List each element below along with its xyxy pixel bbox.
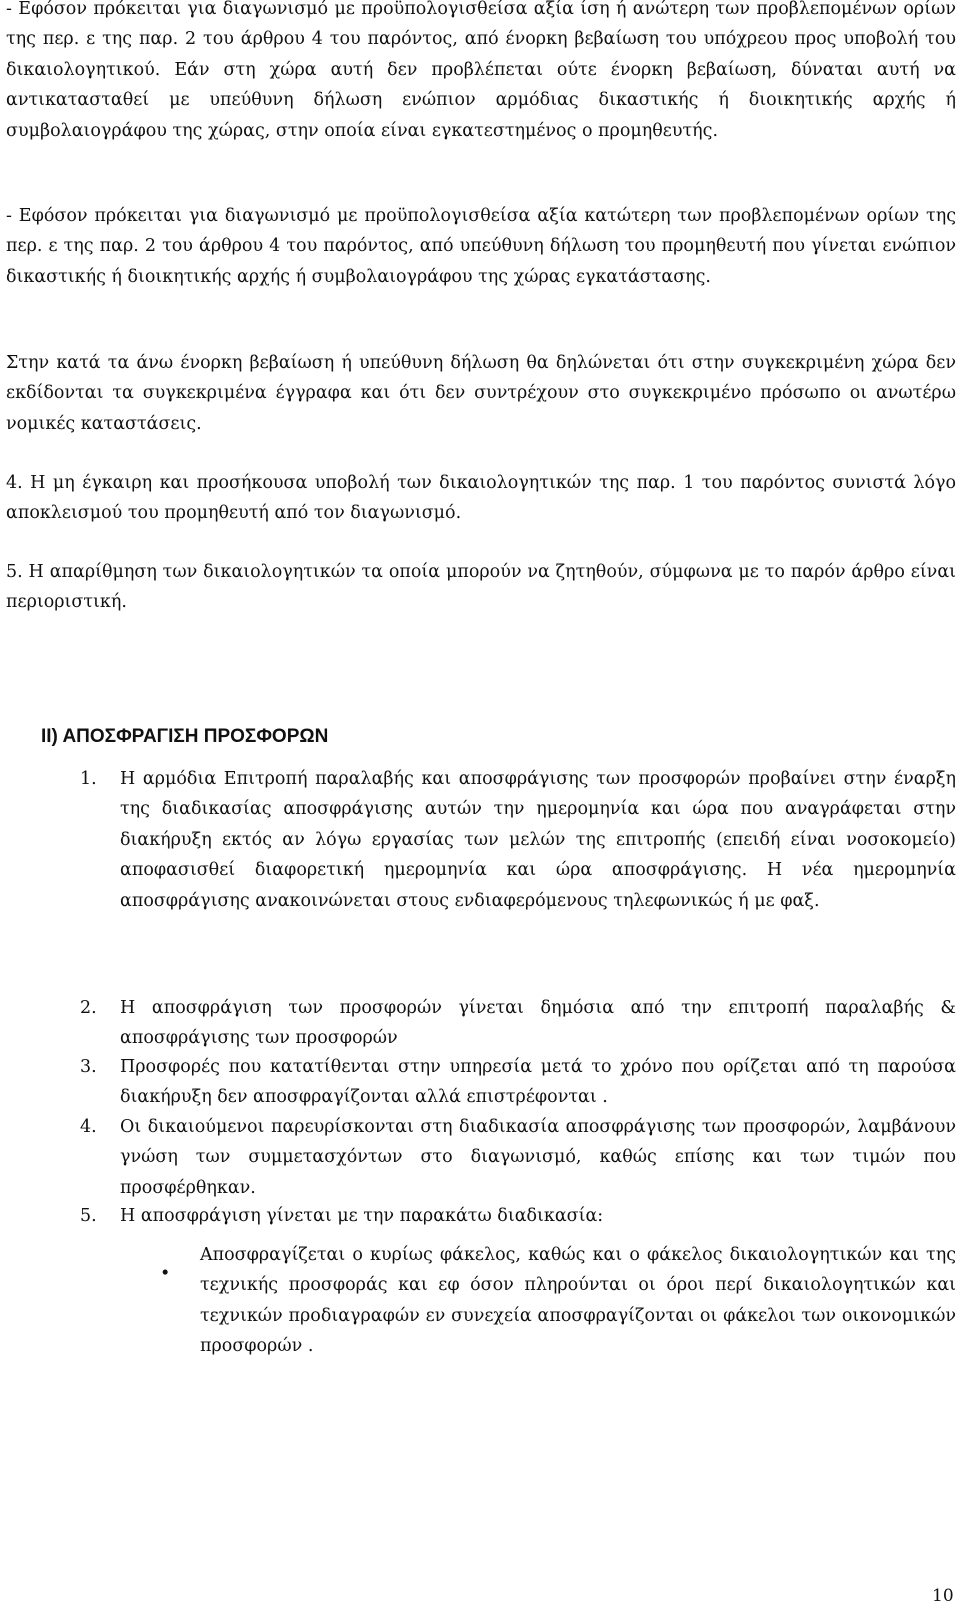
list-item-text: Η αποσφράγιση γίνεται με την παρακάτω διαδικασία: [120, 1206, 604, 1226]
list-item-text: Η αρμόδια Επιτροπή παραλαβής και αποσφράγισης των προσφορών προβαίνει στην έναρξη της διαδικασίας αποσφράγισης αυτών την ημερομηνία και ώρα που αναγράφεται στην διακήρυξη εκτός αν λόγω εργασίας των μελών της επιτροπής (επειδή είναι νοσοκομείο) αποφασισθεί διαφορετική ημερομηνία και ώρα αποσφράγισης. Η νέα ημερομηνία αποσφράγισης ανακοινώνεται στους ενδιαφερόμενους τηλεφωνικώς ή με φαξ. [120, 769, 956, 911]
paragraph-sworn-declaration-above-limits: - Εφόσον πρόκειται για διαγωνισμό με προϋπολογισθείσα αξία ίση ή ανώτερη των προβλεπομένων ορίων της περ. ε της παρ. 2 του άρθρου 4 του παρόντος, από ένορκη βεβαίωση του υπόχρεου προς υποβολή του δικαιολογητικού. Εάν στη χώρα αυτή δεν προβλέπεται ούτε ένορκη βεβαίωση, δύναται αυτή να αντικατασταθεί με υπεύθυνη δήλωση ενώπιον αρμόδιας δικαστικής ή διοικητικής αρχής ή συμβολαιογράφου της χώρας, στην οποία είναι εγκατεστημένος ο προμηθευτής. [6, 0, 956, 141]
list-item-number: 3. [80, 1057, 97, 1077]
list-item-text: Η αποσφράγιση των προσφορών γίνεται δημόσια από την επιτροπή παραλαβής & αποσφράγισης των προσφορών [120, 998, 956, 1049]
paragraph-declaration-below-limits: - Εφόσον πρόκειται για διαγωνισμό με προϋπολογισθείσα αξία κατώτερη των προβλεπομένων ορίων της περ. ε της παρ. 2 του άρθρου 4 του παρόντος, από υπεύθυνη δήλωση του προμηθευτή που γίνεται ενώπιον δικαστικής ή διοικητικής αρχής ή συμβολαιογράφου της χώρας εγκατάστασης. [6, 206, 956, 287]
section-heading: ΙΙ) ΑΠΟΣΦΡΑΓΙΣΗ ΠΡΟΣΦΟΡΩΝ [41, 726, 329, 747]
paragraph-declaration-content: Στην κατά τα άνω ένορκη βεβαίωση ή υπεύθυνη δήλωση θα δηλώνεται ότι στην συγκεκριμένη χώρα δεν εκδίδονται τα συγκεκριμένα έγγραφα και ότι δεν συντρέχουν στο συγκεκριμένο πρόσωπο οι ανωτέρω νομικές καταστάσεις. [6, 353, 956, 434]
bullet-item-text: Αποσφραγίζεται ο κυρίως φάκελος, καθώς και ο φάκελος δικαιολογητικών και της τεχνικής προσφοράς και εφ όσον πληρούνται οι όροι περί δικαιολογητικών και τεχνικών προδιαγραφών εν συνεχεία αποσφραγίζονται οι φάκελοι των οικονομικών προσφορών . [200, 1245, 956, 1357]
list-item-text: Οι δικαιούμενοι παρευρίσκονται στη διαδικασία αποσφράγισης των προσφορών, λαμβάνουν γνώση των συμμετασχόντων στο διαγωνισμό, καθώς επίσης και των τιμών που προσφέρθηκαν. [120, 1117, 956, 1198]
list-item-number: 4. [80, 1117, 97, 1137]
list-item-text: Προσφορές που κατατίθενται στην υπηρεσία μετά το χρόνο που ορίζεται από τη παρούσα διακήρυξη δεν αποσφραγίζονται αλλά επιστρέφονται . [120, 1057, 956, 1108]
paragraph-item-5-restrictive-list: 5. Η απαρίθμηση των δικαιολογητικών τα οποία μπορούν να ζητηθούν, σύμφωνα με το παρόν άρθρο είναι περιοριστική. [6, 562, 956, 613]
paragraph-item-4-exclusion: 4. Η μη έγκαιρη και προσήκουσα υποβολή των δικαιολογητικών της παρ. 1 του παρόντος συνιστά λόγο αποκλεισμού του προμηθευτή από τον διαγωνισμό. [6, 473, 956, 524]
list-item-number: 2. [80, 998, 97, 1018]
list-item-number: 1. [80, 769, 97, 789]
bullet-icon: • [160, 1264, 171, 1284]
page-number: 10 [932, 1586, 954, 1606]
list-item-number: 5. [80, 1206, 97, 1226]
